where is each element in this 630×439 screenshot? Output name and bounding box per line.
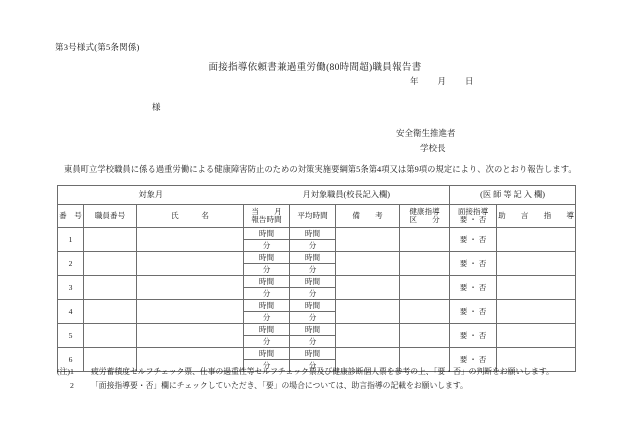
- cell-employee-no-2[interactable]: [84, 252, 137, 276]
- group-header-doctor-section: (医 師 等 記 入 欄): [450, 186, 576, 205]
- cell-current-minutes-5[interactable]: 分: [244, 336, 290, 348]
- cell-remarks-1[interactable]: [336, 228, 400, 252]
- cell-employee-no-4[interactable]: [84, 300, 137, 324]
- column-header-interview-line1: 面接指導: [457, 207, 489, 217]
- footnotes: [57, 365, 587, 393]
- cell-interview-choice-3[interactable]: 要 ・ 否: [450, 276, 497, 300]
- cell-current-minutes-2[interactable]: 分: [244, 264, 290, 276]
- cell-name-4[interactable]: [137, 300, 244, 324]
- cell-employee-no-3[interactable]: [84, 276, 137, 300]
- cell-average-hours-2[interactable]: 時間: [290, 252, 336, 264]
- cell-interview-choice-2[interactable]: 要 ・ 否: [450, 252, 497, 276]
- form-number: 第3号様式(第5条関係): [55, 42, 140, 52]
- footnote-2-text: 「面接指導要・否」欄にチェックしていただき、「要」の場合については、助言指導の記載をお願いします。: [91, 381, 468, 390]
- column-header-employee-no: 職員番号: [84, 205, 137, 228]
- column-header-interview: [450, 205, 497, 228]
- document-title: 面接指導依頼書兼過重労働(80時間超)職員報告書: [208, 63, 422, 73]
- date-day-label: 日: [465, 76, 474, 86]
- cell-health-guidance-5[interactable]: [400, 324, 450, 348]
- cell-current-hours-6[interactable]: 時間: [244, 348, 290, 360]
- cell-name-1[interactable]: [137, 228, 244, 252]
- cell-row-number-3: 3: [58, 276, 84, 300]
- cell-row-number-5: 5: [58, 324, 84, 348]
- cell-health-guidance-2[interactable]: [400, 252, 450, 276]
- cell-current-minutes-1[interactable]: 分: [244, 240, 290, 252]
- signature-block: [396, 126, 456, 156]
- report-table: [57, 185, 576, 372]
- table-body: [58, 228, 576, 372]
- cell-interview-choice-1[interactable]: 要 ・ 否: [450, 228, 497, 252]
- cell-remarks-4[interactable]: [336, 300, 400, 324]
- cell-average-hours-3[interactable]: 時間: [290, 276, 336, 288]
- cell-interview-choice-4[interactable]: 要 ・ 否: [450, 300, 497, 324]
- group-header-target-staff: 月対象職員(校長記入欄): [244, 186, 450, 205]
- cell-current-hours-1[interactable]: 時間: [244, 228, 290, 240]
- date-month-label: 月: [437, 76, 447, 86]
- cell-remarks-5[interactable]: [336, 324, 400, 348]
- cell-advice-4[interactable]: [497, 300, 576, 324]
- footnote-2: [57, 379, 587, 393]
- column-header-current-month: [244, 205, 290, 228]
- cell-current-minutes-6[interactable]: 分: [244, 360, 290, 372]
- cell-advice-5[interactable]: [497, 324, 576, 348]
- cell-employee-no-5[interactable]: [84, 324, 137, 348]
- cell-row-number-1: 1: [58, 228, 84, 252]
- footnote-2-marker: 2: [70, 381, 74, 390]
- cell-remarks-2[interactable]: [336, 252, 400, 276]
- footnote-1-marker: (注)1: [57, 367, 74, 376]
- addressee-label: 様: [152, 102, 161, 112]
- cell-employee-no-1[interactable]: [84, 228, 137, 252]
- cell-advice-3[interactable]: [497, 276, 576, 300]
- column-header-remarks: 備 考: [336, 205, 400, 228]
- cell-interview-choice-5[interactable]: 要 ・ 否: [450, 324, 497, 348]
- table-group-header-row: [58, 186, 576, 205]
- table-row: [58, 276, 576, 288]
- column-header-health-guidance: [400, 205, 450, 228]
- footnote-1-text: 疲労蓄積度セルフチェック票、仕事の過重性等セルフチェック票及び健康診断個人票を参考の上、「要・否」の判断をお願いします。: [91, 367, 554, 376]
- table-row: [58, 252, 576, 264]
- table-row: [58, 324, 576, 336]
- cell-average-hours-5[interactable]: 時間: [290, 324, 336, 336]
- cell-row-number-2: 2: [58, 252, 84, 276]
- cell-average-minutes-2[interactable]: 分: [290, 264, 336, 276]
- column-header-health-guidance-line2: 区 分: [409, 215, 440, 224]
- column-header-current-month-line1: 当 月: [251, 207, 282, 217]
- cell-name-3[interactable]: [137, 276, 244, 300]
- date-year-label: 年: [410, 76, 419, 86]
- footnote-1: [57, 365, 587, 379]
- cell-average-minutes-1[interactable]: 分: [290, 240, 336, 252]
- cell-health-guidance-1[interactable]: [400, 228, 450, 252]
- table-column-header-row: [58, 205, 576, 228]
- column-header-health-guidance-line1: 健康指導: [409, 207, 440, 217]
- cell-row-number-4: 4: [58, 300, 84, 324]
- cell-current-hours-5[interactable]: 時間: [244, 324, 290, 336]
- cell-current-hours-4[interactable]: 時間: [244, 300, 290, 312]
- cell-average-hours-1[interactable]: 時間: [290, 228, 336, 240]
- column-header-current-month-line2: 報告時間: [251, 215, 282, 224]
- cell-row-number-6: 6: [58, 348, 84, 372]
- table-row: [58, 300, 576, 312]
- cell-average-minutes-3[interactable]: 分: [290, 288, 336, 300]
- cell-average-minutes-4[interactable]: 分: [290, 312, 336, 324]
- date-line: [410, 75, 474, 87]
- table-row: [58, 228, 576, 240]
- cell-advice-2[interactable]: [497, 252, 576, 276]
- column-header-advice-guidance: 助 言 指 導: [497, 205, 576, 228]
- report-table-wrap: [57, 185, 575, 372]
- column-header-interview-line2: 要 ・ 否: [459, 215, 487, 224]
- cell-name-2[interactable]: [137, 252, 244, 276]
- signature-safety-officer: 安全衛生推進者: [396, 128, 456, 138]
- cell-average-hours-4[interactable]: 時間: [290, 300, 336, 312]
- cell-current-hours-3[interactable]: 時間: [244, 276, 290, 288]
- cell-current-minutes-4[interactable]: 分: [244, 312, 290, 324]
- cell-average-minutes-6[interactable]: 分: [290, 360, 336, 372]
- body-paragraph: 東員町立学校職員に係る過重労働による健康障害防止のための対策実施要綱第5条第4項又は第9項の規定により、次のとおり報告します。: [64, 165, 577, 174]
- column-header-number: 番 号: [58, 205, 84, 228]
- cell-average-minutes-5[interactable]: 分: [290, 336, 336, 348]
- column-header-name: 氏 名: [137, 205, 244, 228]
- cell-current-hours-2[interactable]: 時間: [244, 252, 290, 264]
- cell-name-5[interactable]: [137, 324, 244, 348]
- cell-average-hours-6[interactable]: 時間: [290, 348, 336, 360]
- cell-health-guidance-3[interactable]: [400, 276, 450, 300]
- cell-remarks-3[interactable]: [336, 276, 400, 300]
- cell-current-minutes-3[interactable]: 分: [244, 288, 290, 300]
- cell-interview-choice-6[interactable]: 要 ・ 否: [450, 348, 497, 372]
- signature-principal: 学校長: [420, 143, 446, 153]
- cell-advice-1[interactable]: [497, 228, 576, 252]
- column-header-average-time: 平均時間: [290, 205, 336, 228]
- group-header-target-month: 対象月: [58, 186, 244, 205]
- table-row: [58, 348, 576, 360]
- cell-health-guidance-4[interactable]: [400, 300, 450, 324]
